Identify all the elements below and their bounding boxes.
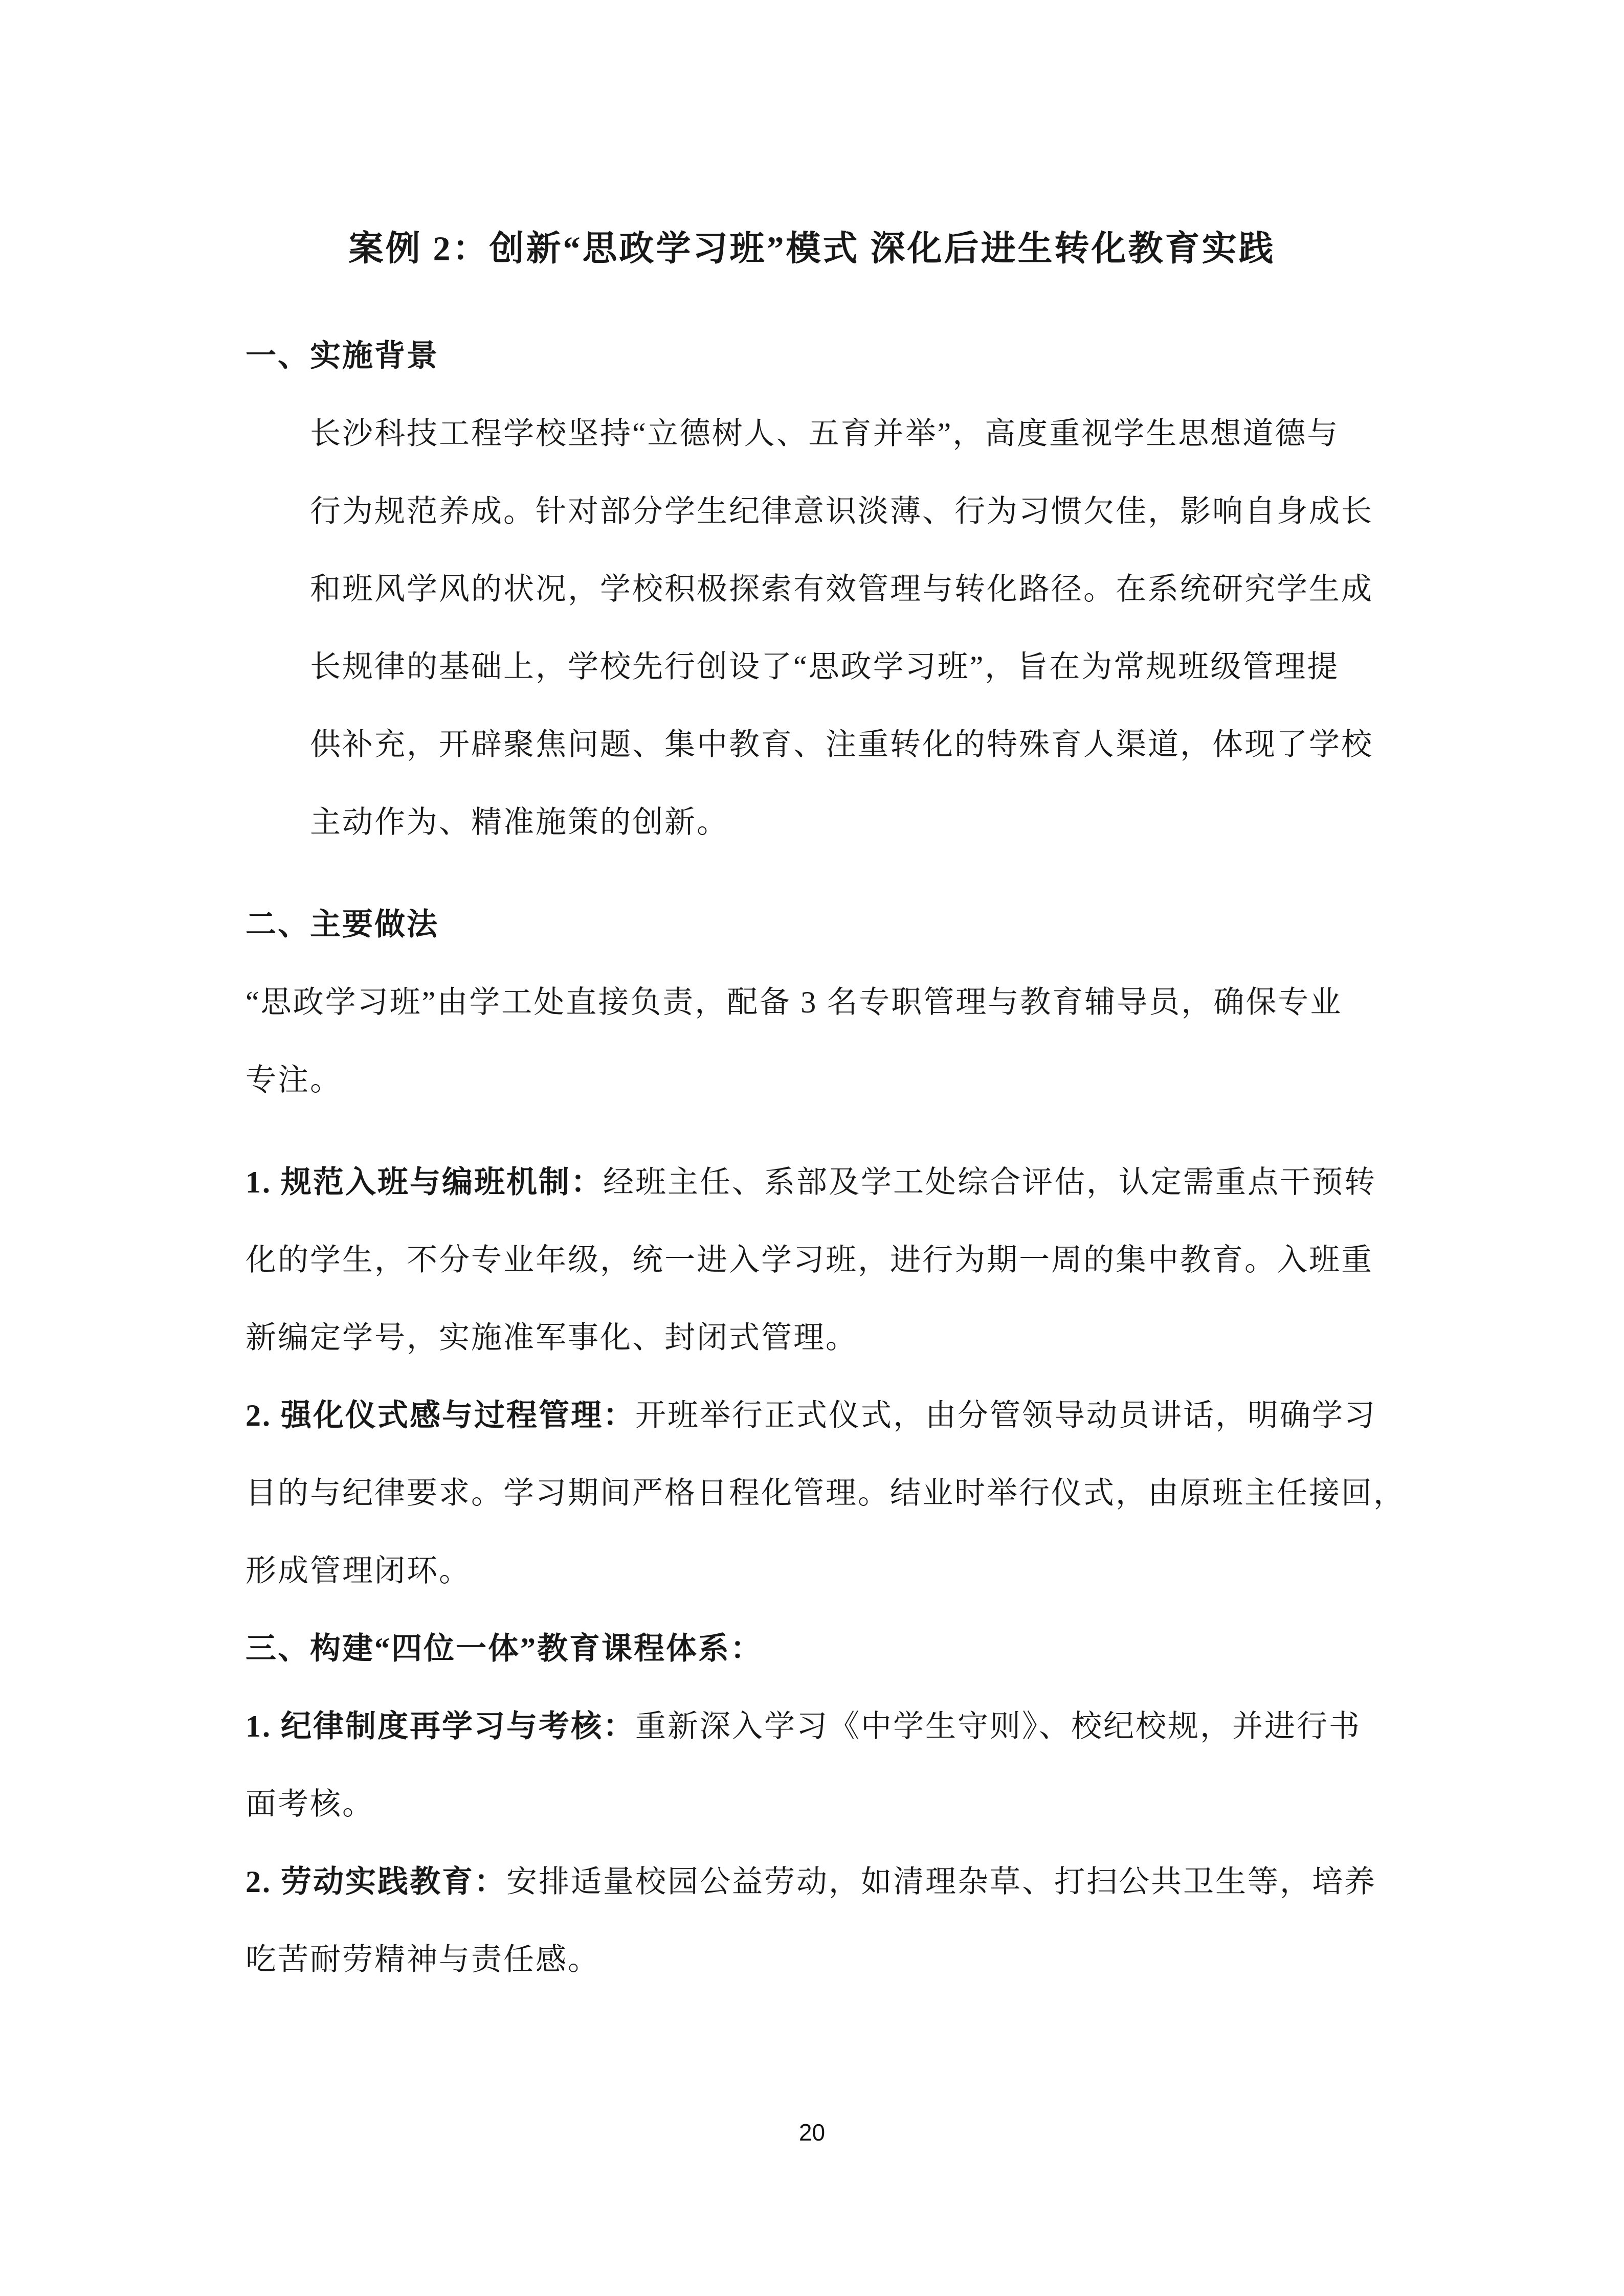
run-in-label: 1. 纪律制度再学习与考核： <box>246 1709 635 1743</box>
paragraph-line: 行为规范养成。针对部分学生纪律意识淡薄、行为习惯欠佳，影响自身成长 <box>310 494 1373 528</box>
paragraph-line: 目的与纪律要求。学习期间严格日程化管理。结业时举行仪式，由原班主任接回， <box>246 1476 1406 1510</box>
run-in-label: 2. 劳动实践教育： <box>246 1865 506 1899</box>
document-content <box>246 210 1406 1998</box>
list-item-text: 开班举行正式仪式，由分管领导动员讲话，明确学习 <box>635 1399 1376 1432</box>
paragraph-line: 专注。 <box>246 1063 342 1097</box>
run-in-label: 2. 强化仪式感与过程管理： <box>246 1399 635 1432</box>
paragraph-line: 长规律的基础上，学校先行创设了“思政学习班”，旨在为常规班级管理提 <box>310 650 1340 684</box>
paragraph-line: 吃苦耐劳精神与责任感。 <box>246 1943 600 1976</box>
list-item-text: 重新深入学习《中学生守则》、校纪校规，并进行书 <box>635 1709 1361 1743</box>
paragraph-line: 长沙科技工程学校坚持“立德树人、五育并举”，高度重视学生思想道德与 <box>310 417 1340 451</box>
paragraph-line: 主动作为、精准施策的创新。 <box>310 805 729 839</box>
list-item-line <box>246 1143 1378 1221</box>
list-item-line <box>246 1843 1378 1921</box>
paragraph-line: 面考核。 <box>246 1787 374 1821</box>
page-title: 案例 2：创新“思政学习班”模式 深化后进生转化教育实践 <box>348 229 1276 268</box>
paragraph-line: 形成管理闭环。 <box>246 1554 471 1588</box>
list-item-text: 安排适量校园公益劳动，如清理杂草、打扫公共卫生等，培养 <box>506 1865 1376 1899</box>
page-number: 20 <box>798 2119 826 2146</box>
section-heading-3: 三、构建“四位一体”教育课程体系： <box>246 1632 763 1665</box>
paragraph-line: 和班风学风的状况，学校积极探索有效管理与转化路径。在系统研究学生成 <box>310 572 1373 606</box>
list-item-text: 经班主任、系部及学工处综合评估，认定需重点干预转 <box>603 1165 1376 1199</box>
paragraph-line: 化的学生，不分专业年级，统一进入学习班，进行为期一周的集中教育。入班重 <box>246 1243 1373 1277</box>
paragraph-line: 供补充，开辟聚焦问题、集中教育、注重转化的特殊育人渠道，体现了学校 <box>310 728 1373 761</box>
paragraph-line: 新编定学号，实施准军事化、封闭式管理。 <box>246 1321 858 1355</box>
list-item-line <box>246 1377 1378 1454</box>
paragraph-line: “思政学习班”由学工处直接负责，配备 3 名专职管理与教育辅导员，确保专业 <box>246 985 1343 1019</box>
section-heading-1: 一、实施背景 <box>246 339 439 373</box>
section-heading-2: 二、主要做法 <box>246 908 439 941</box>
run-in-label: 1. 规范入班与编班机制： <box>246 1165 603 1199</box>
list-item-line <box>246 1687 1378 1765</box>
